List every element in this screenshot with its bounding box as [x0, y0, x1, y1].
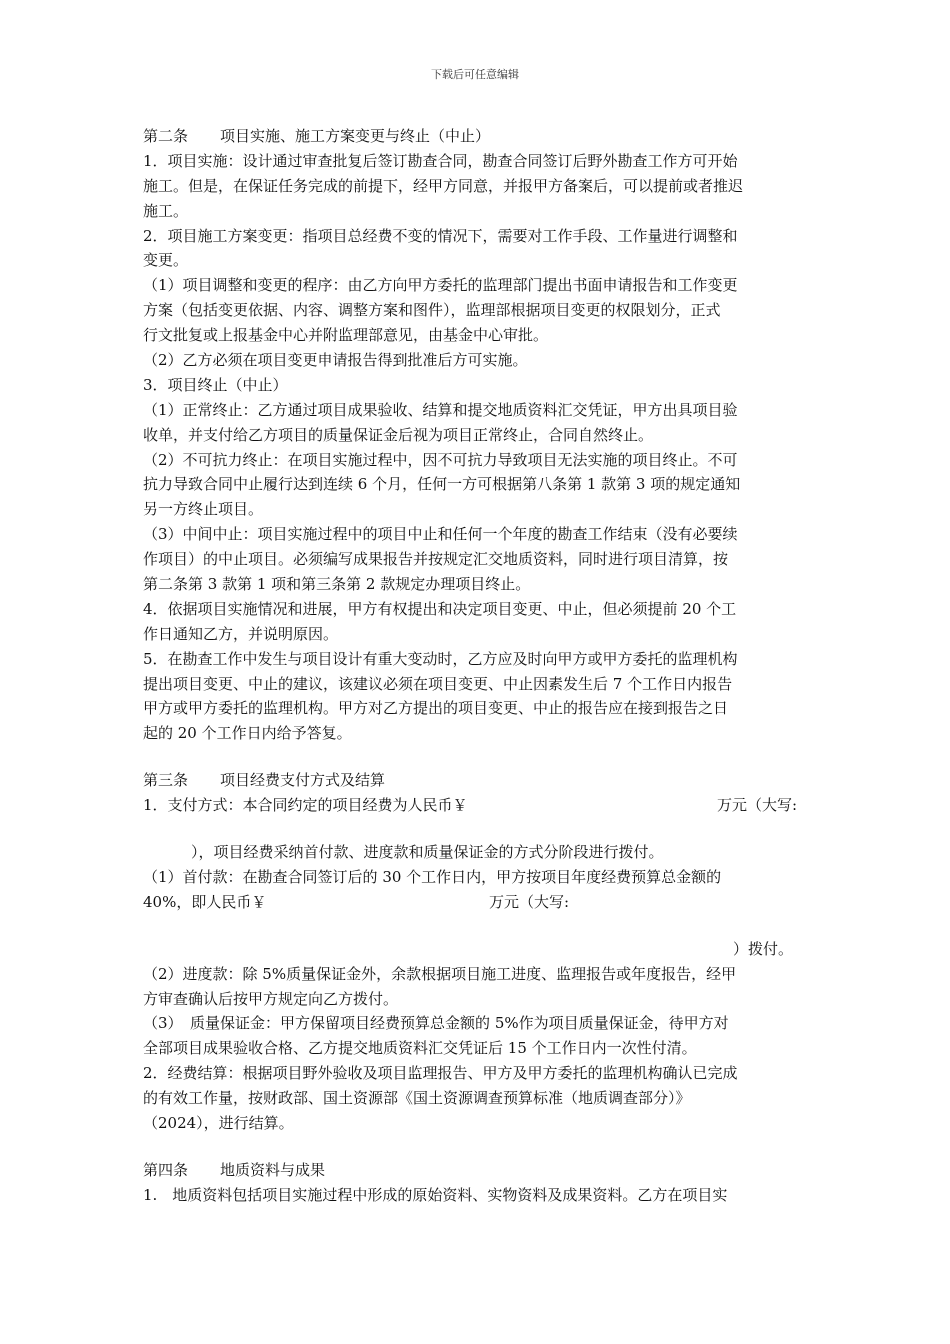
section-gap: [143, 746, 813, 768]
paragraph-line: 1. 地质资料包括项目实施过程中形成的原始资料、实物资料及成果资料。乙方在项目实: [143, 1185, 728, 1204]
page-header: 下载后可任意编辑: [431, 68, 519, 81]
article-number: 第二条: [143, 127, 189, 145]
paragraph-line: 1．项目实施：设计通过审查批复后签订勘查合同，勘查合同签订后野外勘查工作方可开始: [143, 151, 738, 170]
paragraph-line: 方案（包括变更依据、内容、调整方案和图件），监理部根据项目变更的权限划分，正式: [143, 301, 721, 320]
paragraph-line: （1）首付款：在勘查合同签订后的 30 个工作日内，甲方按项目年度经费预算总金额的: [143, 867, 722, 886]
paragraph-line: （1）项目调整和变更的程序：由乙方向甲方委托的监理部门提出书面申请报告和工作变更: [143, 276, 738, 295]
article-title: 项目实施、施工方案变更与终止（中止）: [220, 127, 491, 145]
paragraph-line: 施工。: [143, 201, 189, 220]
blank-fill-space: [143, 915, 813, 937]
document-body: [143, 124, 813, 1208]
paragraph-line: 提出项目变更、中止的建议，该建议必须在项目变更、中止因素发生后 7 个工作日内报告: [143, 674, 733, 693]
paragraph-line: 施工。但是，在保证任务完成的前提下，经甲方同意，并报甲方备案后，可以提前或者推迟: [143, 176, 744, 195]
paragraph-line: 的有效工作量，按财政部、国土资源部《国土资源调查预算标准（地质调查部分）》: [143, 1089, 691, 1108]
article-number: 第三条: [143, 771, 189, 790]
paragraph-line: ），项目经费采纳首付款、进度款和质量保证金的方式分阶段进行拨付。: [191, 843, 664, 862]
amount-unit-label: 万元（大写:: [716, 796, 797, 815]
first-payment-percent: 40%，即人民币￥: [143, 892, 267, 911]
article-3-heading: [143, 768, 813, 793]
paragraph-line: 全部项目成果验收合格、乙方提交地质资料汇交凭证后 15 个工作日内一次性付清。: [143, 1039, 697, 1058]
paragraph-line: （2）不可抗力终止：在项目实施过程中，因不可抗力导致项目无法实施的项目终止。不可: [143, 450, 738, 469]
paragraph-line: 方审查确认后按甲方规定向乙方拨付。: [143, 989, 399, 1008]
paragraph-line: 作项目）的中止项目。必须编写成果报告并按规定汇交地质资料，同时进行项目清算，按: [143, 550, 729, 569]
payment-method-text: 1．支付方式：本合同约定的项目经费为人民币￥: [143, 796, 468, 815]
paragraph-line: 4．依据项目实施情况和进展，甲方有权提出和决定项目变更、中止，但必须提前 20 个工: [143, 599, 737, 618]
section-gap: [143, 1136, 813, 1158]
first-payment-amount-line: [143, 890, 813, 915]
article-title: 项目经费支付方式及结算: [220, 771, 386, 790]
article-title: 地质资料与成果: [220, 1160, 326, 1179]
paragraph-line: 2．项目施工方案变更：指项目总经费不变的情况下，需要对工作手段、工作量进行调整和: [143, 226, 738, 245]
paragraph-line: （2）乙方必须在项目变更申请报告得到批准后方可实施。: [143, 351, 528, 370]
article-4-heading: [143, 1158, 813, 1183]
payment-method-line: [143, 793, 813, 818]
paragraph-line: 收单，并支付给乙方项目的质量保证金后视为项目正常终止，合同自然终止。: [143, 425, 654, 444]
blank-fill-space: [143, 818, 813, 840]
paragraph-line: 第二条第 3 款第 1 项和第三条第 2 款规定办理项目终止。: [143, 575, 531, 594]
paragraph-line: 作日通知乙方，并说明原因。: [143, 624, 339, 643]
paragraph-line: 3．项目终止（中止）: [143, 375, 288, 394]
amount-unit-label: 万元（大写:: [489, 892, 570, 911]
paragraph-line: （2024），进行结算。: [143, 1113, 294, 1132]
article-number: 第四条: [143, 1160, 189, 1179]
paragraph-line: （3）中间中止：项目实施过程中的项目中止和任何一个年度的勘查工作结束（没有必要续: [143, 525, 738, 544]
paragraph-line: 抗力导致合同中止履行达到连续 6 个月，任何一方可根据第八条第 1 款第 3 项的规定通知: [143, 475, 741, 494]
paragraph-line: （2）进度款：除 5%质量保证金外，余款根据项目施工进度、监理报告或年度报告，经甲: [143, 964, 737, 983]
paragraph-line: （1）正常终止：乙方通过项目成果验收、结算和提交地质资料汇交凭证，甲方出具项目验: [143, 400, 738, 419]
paragraph-line: 甲方或甲方委托的监理机构。甲方对乙方提出的项目变更、中止的报告应在接到报告之日: [143, 699, 729, 718]
paragraph-line: ）拨付。: [732, 939, 793, 958]
paragraph-line: 5．在勘查工作中发生与项目设计有重大变动时，乙方应及时向甲方或甲方委托的监理机构: [143, 649, 738, 668]
paragraph-line: 起的 20 个工作日内给予答复。: [143, 724, 352, 743]
paragraph-line: （3） 质量保证金：甲方保留项目经费预算总金额的 5%作为项目质量保证金，待甲方对: [143, 1014, 729, 1033]
article-2-heading: [143, 124, 813, 149]
paragraph-line: 2．经费结算：根据项目野外验收及项目监理报告、甲方及甲方委托的监理机构确认已完成: [143, 1064, 738, 1083]
paragraph-line: 另一方终止项目。: [143, 500, 264, 519]
paragraph-line: 行文批复或上报基金中心并附监理部意见，由基金中心审批。: [143, 326, 549, 345]
paragraph-line: 变更。: [143, 251, 189, 270]
